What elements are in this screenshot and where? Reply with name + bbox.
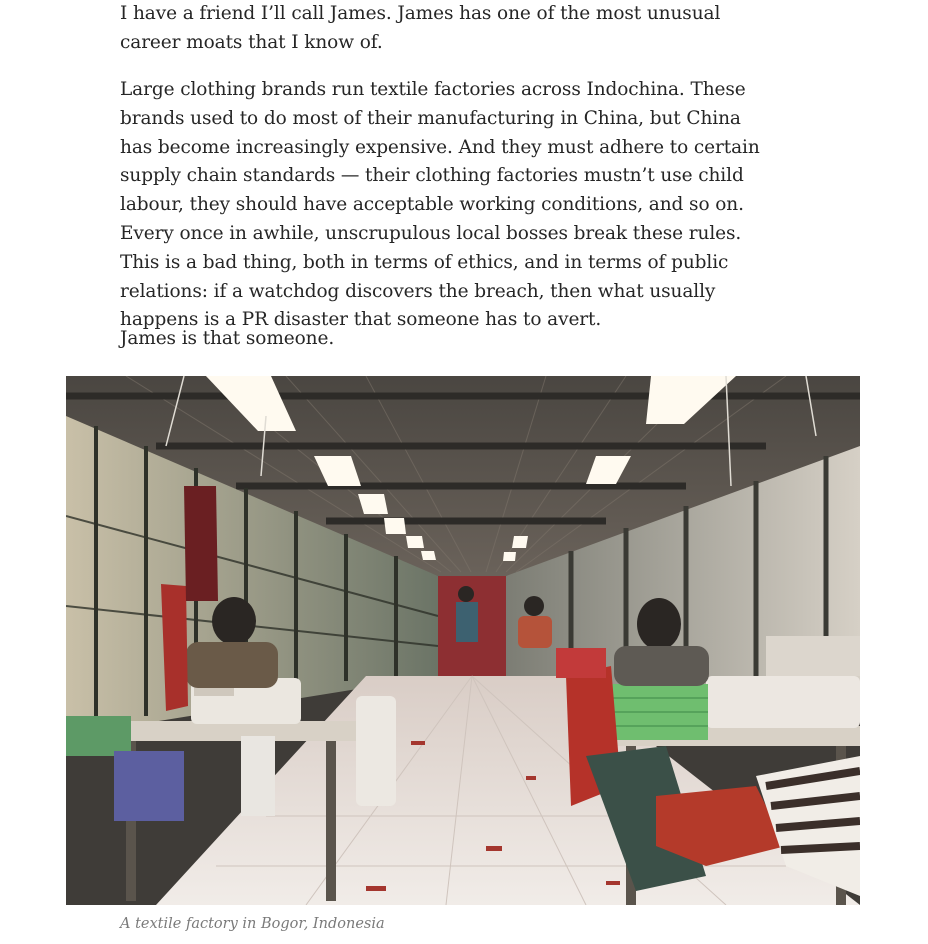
- textile-factory-photo: [66, 376, 860, 905]
- paragraph-james-is-that-someone: James is that someone.: [120, 328, 335, 349]
- paragraph-textile-factories: Large clothing brands run textile factories across Indochina. These brands used to do most of their manufacturing in China, but China has become increasingly expensive. And they must adhere to certain supply chain standards — their clothing factories mustn’t use child labour, they should have acceptable working conditions, and so on. Every once in awhile, unscrupulous local bosses break these rules. This is a bad thing, both in terms of ethics, and in terms of public relations: if a watchdog discovers the breach, then what usually happens is a PR disaster that someone has to avert.: [120, 79, 760, 331]
- figure-caption: A textile factory in Bogor, Indonesia: [120, 916, 385, 932]
- paragraph-intro: I have a friend I’ll call James. James has one of the most unusual career moats that I know of.: [120, 3, 721, 53]
- factory-photo-illustration: [66, 376, 860, 905]
